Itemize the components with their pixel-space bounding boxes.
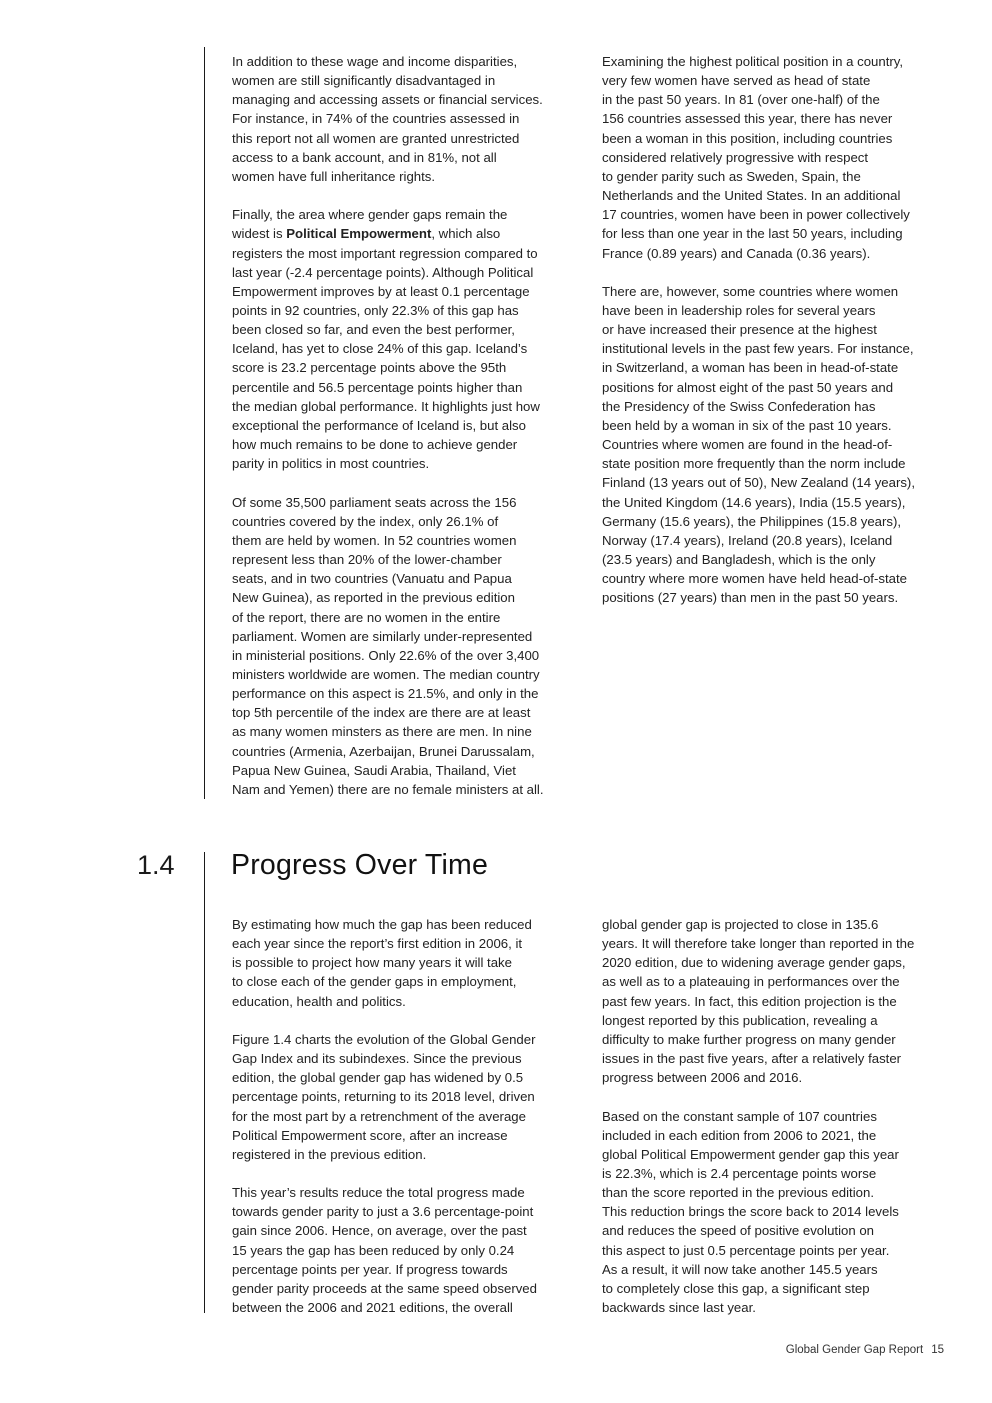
paragraph-figure-evolution: Figure 1.4 charts the evolution of the Global Gender Gap Index and its subindexes. Since the previous edition, the global gender gap has widened by 0.5 percentage points, returning to its 2018 level, driven for the most part by a retrenchment of the average Political Empowerment score, after an increase registered in the previous edition. [232,1031,536,1162]
paragraph-total-progress: This year’s results reduce the total progress made towards gender parity to just a 3.6 percentage-point gain since 2006. Hence, on average, over the past 15 years the gap has been reduced by only 0.24 percentage points per year. If progress towards gender parity proceeds at the same speed observed between the 2006 and 2021 editions, the overall [232,1185,537,1316]
footer-report-name: Global Gender Gap Report [785,1344,924,1356]
top-left-column [232,52,582,799]
page-number: 15 [931,1344,944,1356]
paragraph-estimating-gap: By estimating how much the gap has been reduced each year since the report’s first edition in 2006, it is possible to project how many years it will take to close each of the gender gaps in employment, education, health and politics. [232,917,532,1009]
section-number: 1.4 [137,850,175,880]
paragraph-head-of-state: Examining the highest political position in a country, very few women have served as head of state in the past 50 years. In 81 (over one-half) of the 156 countries assessed this year, there has never been a woman in this position, including countries considered relatively progressive with respect to gender parity such as Sweden, Spain, the Netherlands and the United States. In an additional 17 countries, women have been in power collectively for less than one year in the last 50 years, including France (0.89 years) and Canada (0.36 years). [602,54,910,261]
bottom-right-column [602,915,952,1317]
paragraph-parliament-seats: Of some 35,500 parliament seats across the 156 countries covered by the index, only 26.1% of them are held by women. In 52 countries women represent less than 20% of the lower-chamber seats, and in two countries (Vanuatu and Papua New Guinea), as reported in the previous edition of the report, there are no women in the entire parliament. Women are similarly under-represented in ministerial positions. Only 22.6% of the over 3,400 ministers worldwide are women. The median country performance on this aspect is 21.5%, and only in the top 5th percentile of the index are there are at least as many women minsters as there are men. In nine countries (Armenia, Azerbaijan, Brunei Darussalam, Papua New Guinea, Saudi Arabia, Thailand, Viet Nam and Yemen) there are no female ministers at all. [232,494,544,797]
political-empowerment-term: Political Empowerment [286,226,432,242]
paragraph-asset-disparities: In addition to these wage and income disparities, women are still significantly disadvantaged in managing and accessing assets or financial services. For instance, in 74% of the countries assessed in this report not all women are granted unrestricted access to a bank account, and in 81%, not all women have full inheritance rights. [232,54,543,184]
top-right-column [602,52,952,608]
left-vertical-rule-bottom [204,852,205,1313]
paragraph-leadership-roles: There are, however, some countries where women have been in leadership roles for several years or have increased their presence at the highest institutional levels in the past few years. For instance, in Switzerland, a woman has been in head-of-state positions for almost eight of the past 50 years and the Presidency of the Swiss Confederation has been held by a woman in six of the past 10 years. Countries where women are found in the head-of- state position more frequently than the norm include Finland (13 years out of 50), New Zealand (14 years), the United Kingdom (14.6 years), India (15.5 years), Germany (15.6 years), the Philippines (15.8 years), Norway (17.4 years), Ireland (20.8 years), Iceland (23.5 years) and Bangladesh, which is the only country where more women have held head-of-state positions (27 years) than men in the past 50 years. [602,283,915,606]
page-footer [786,1342,944,1358]
paragraph-constant-sample: Based on the constant sample of 107 countries included in each edition from 2006 to 2021, the global Political Empowerment gender gap this year is 22.3%, which is 2.4 percentage points worse than the score reported in the previous edition. This reduction brings the score back to 2014 levels and reduces the speed of positive evolution on this aspect to just 0.5 percentage points per year. As a result, it will now take another 145.5 years to completely close this gap, a significant step backwards since last year. [602,1108,899,1316]
paragraph-projection: global gender gap is projected to close in 135.6 years. It will therefore take longer than reported in the 2020 edition, due to widening average gender gaps, as well as to a plateauing in performances over the past few years. In fact, this edition projection is the longest reported by this publication, revealing a difficulty to make further progress on many gender issues in the past five years, after a relatively faster progress between 2006 and 2016. [602,917,915,1086]
bottom-left-column [232,915,582,1317]
section-title: Progress Over Time [231,849,488,881]
paragraph-political-empowerment: Finally, the area where gender gaps remain the widest is Political Empowerment, which also registers the most important regression compared to last year (-2.4 percentage points). Although Political Empowerment improves by at least 0.1 percentage points in 92 countries, only 22.3% of this gap has been closed so far, and even the best performer, Iceland, has yet to close 24% of this gap. Iceland’s score is 23.2 percentage points above the 95th percentile and 56.5 percentage points higher than the median global performance. It highlights just how exceptional the performance of Iceland is, but also how much remains to be done to achieve gender parity in politics in most countries. [232,207,540,472]
left-vertical-rule-top [204,47,205,799]
